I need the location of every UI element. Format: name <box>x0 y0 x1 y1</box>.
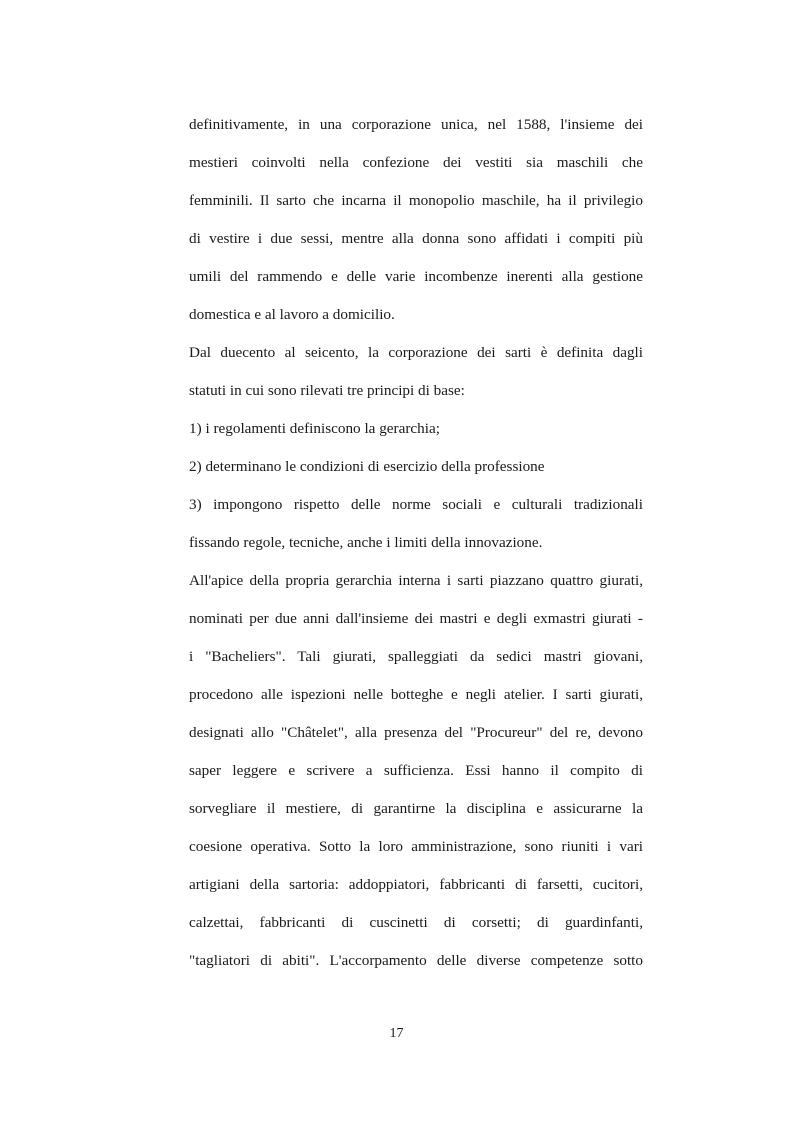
text-line: di vestire i due sessi, mentre alla donna sono affidati i compiti più <box>189 230 643 247</box>
list-item: 3) impongono rispetto delle norme sociali e culturali tradizionali <box>189 496 643 513</box>
text-line: fissando regole, tecniche, anche i limiti della innovazione. <box>189 534 543 551</box>
text-line: umili del rammendo e delle varie incombenze inerenti alla gestione <box>189 268 643 285</box>
text-line: definitivamente, in una corporazione unica, nel 1588, l'insieme dei <box>189 116 643 133</box>
text-line: mestieri coinvolti nella confezione dei vestiti sia maschili che <box>189 154 643 171</box>
text-line: procedono alle ispezioni nelle botteghe e negli atelier. I sarti giurati, <box>189 686 643 703</box>
text-line: calzettai, fabbricanti di cuscinetti di corsetti; di guardinfanti, <box>189 914 643 931</box>
text-line: sorvegliare il mestiere, di garantirne la disciplina e assicurarne la <box>189 800 643 817</box>
page-number: 17 <box>389 1026 404 1041</box>
text-line: "tagliatori di abiti". L'accorpamento delle diverse competenze sotto <box>189 952 643 969</box>
body-text <box>189 112 643 986</box>
text-line: artigiani della sartoria: addoppiatori, fabbricanti di farsetti, cucitori, <box>189 876 643 893</box>
text-line: saper leggere e scrivere a sufficienza. Essi hanno il compito di <box>189 762 643 779</box>
text-line: domestica e al lavoro a domicilio. <box>189 306 395 323</box>
text-line: All'apice della propria gerarchia interna i sarti piazzano quattro giurati, <box>189 572 643 589</box>
text-line: statuti in cui sono rilevati tre principi di base: <box>189 382 465 399</box>
text-line: i "Bacheliers". Tali giurati, spalleggiati da sedici mastri giovani, <box>189 648 643 665</box>
list-item: 1) i regolamenti definiscono la gerarchia; <box>189 420 440 437</box>
text-line: femminili. Il sarto che incarna il monopolio maschile, ha il privilegio <box>189 192 643 209</box>
text-line: coesione operativa. Sotto la loro amministrazione, sono riuniti i vari <box>189 838 643 855</box>
text-line: nominati per due anni dall'insieme dei mastri e degli exmastri giurati - <box>189 610 643 627</box>
text-line: Dal duecento al seicento, la corporazione dei sarti è definita dagli <box>189 344 643 361</box>
text-line: designati allo "Châtelet", alla presenza del "Procureur" del re, devono <box>189 724 643 741</box>
list-item: 2) determinano le condizioni di esercizio della professione <box>189 458 545 475</box>
